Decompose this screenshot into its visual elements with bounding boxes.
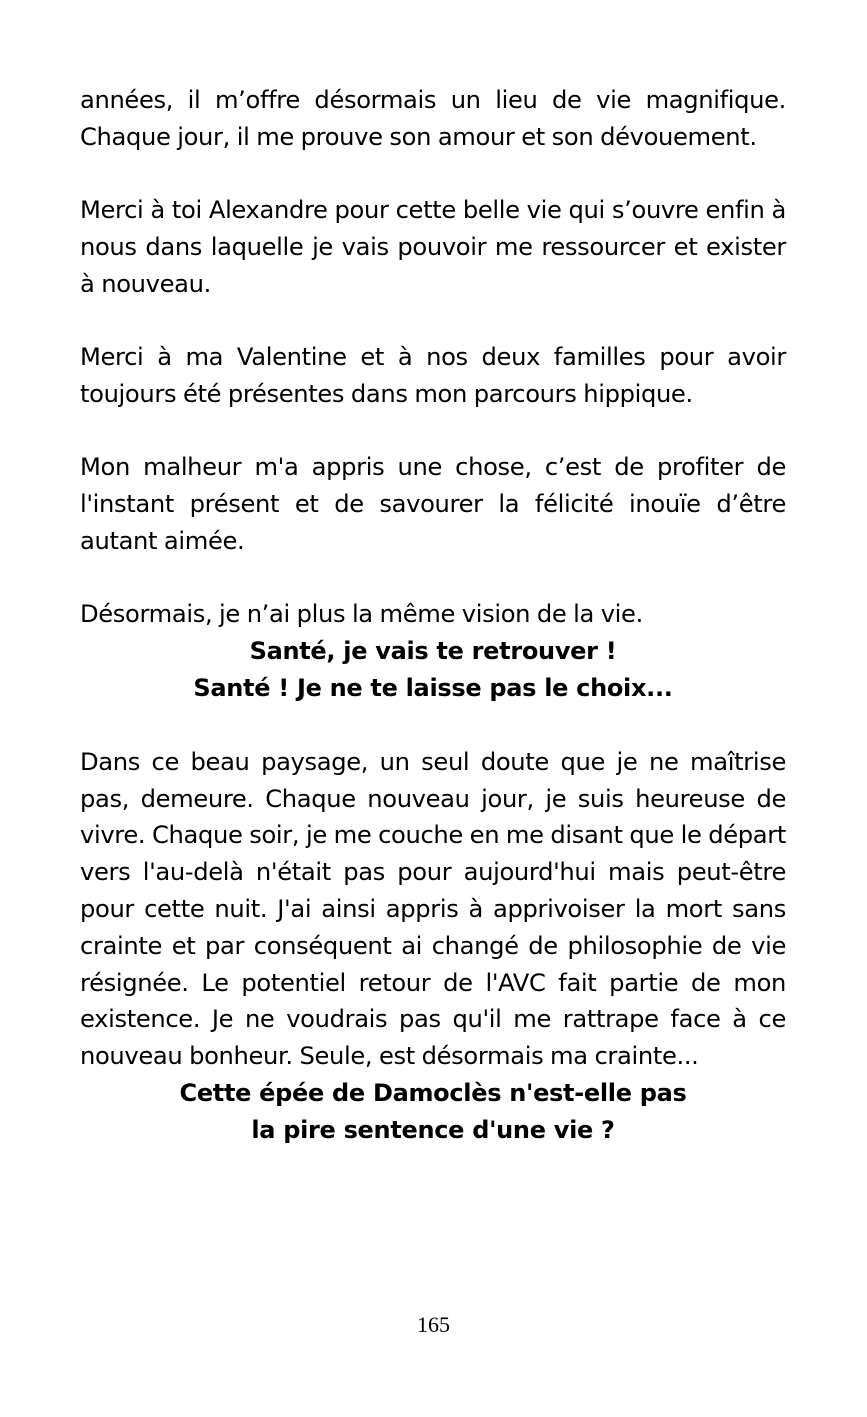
page-number: 165 xyxy=(417,1312,450,1337)
section-heading-line: Cette épée de Damoclès n'est-elle pas xyxy=(179,1078,687,1107)
paragraph-5: Désormais, je n’ai plus la même vision de la vie. xyxy=(80,600,643,629)
paragraph-2: Merci à toi Alexandre pour cette belle vie qui s’ouvre enfin à nous dans laquelle je vais pouvoir me ressourcer et exister à nouveau. xyxy=(80,196,786,298)
section-heading-line: la pire sentence d'une vie ? xyxy=(251,1115,615,1144)
paragraph-1: années, il m’offre désormais un lieu de vie magnifique. Chaque jour, il me prouve son amour et son dévouement. xyxy=(80,86,786,151)
section-heading-damocles xyxy=(80,1075,786,1149)
paragraph-4: Mon malheur m'a appris une chose, c’est de profiter de l'instant présent et de savourer la félicité inouïe d’être autant aimée. xyxy=(80,453,786,555)
section-heading-line: Santé ! Je ne te laisse pas le choix... xyxy=(193,674,673,703)
paragraph-6: Dans ce beau paysage, un seul doute que je ne maîtrise pas, demeure. Chaque nouveau jour, je suis heureuse de vivre. Chaque soir, je me couche en me disant que le départ vers l'au-delà n'était pas pour aujourd'hui mais peut-être pour cette nuit. J'ai ainsi appris à apprivoiser la mort sans crainte et par conséquent ai changé de philosophie de vie résignée. Le potentiel retour de l'AVC fait partie de mon existence. Je ne voudrais pas qu'il me rattrape face à ce nouveau bonheur. Seule, est désormais ma crainte... xyxy=(80,747,786,1071)
page-body xyxy=(80,82,786,1149)
paragraph-3: Merci à ma Valentine et à nos deux familles pour avoir toujours été présentes dans mon parcours hippique. xyxy=(80,343,786,408)
section-heading-line: Santé, je vais te retrouver ! xyxy=(249,637,617,666)
section-heading-health xyxy=(80,633,786,707)
